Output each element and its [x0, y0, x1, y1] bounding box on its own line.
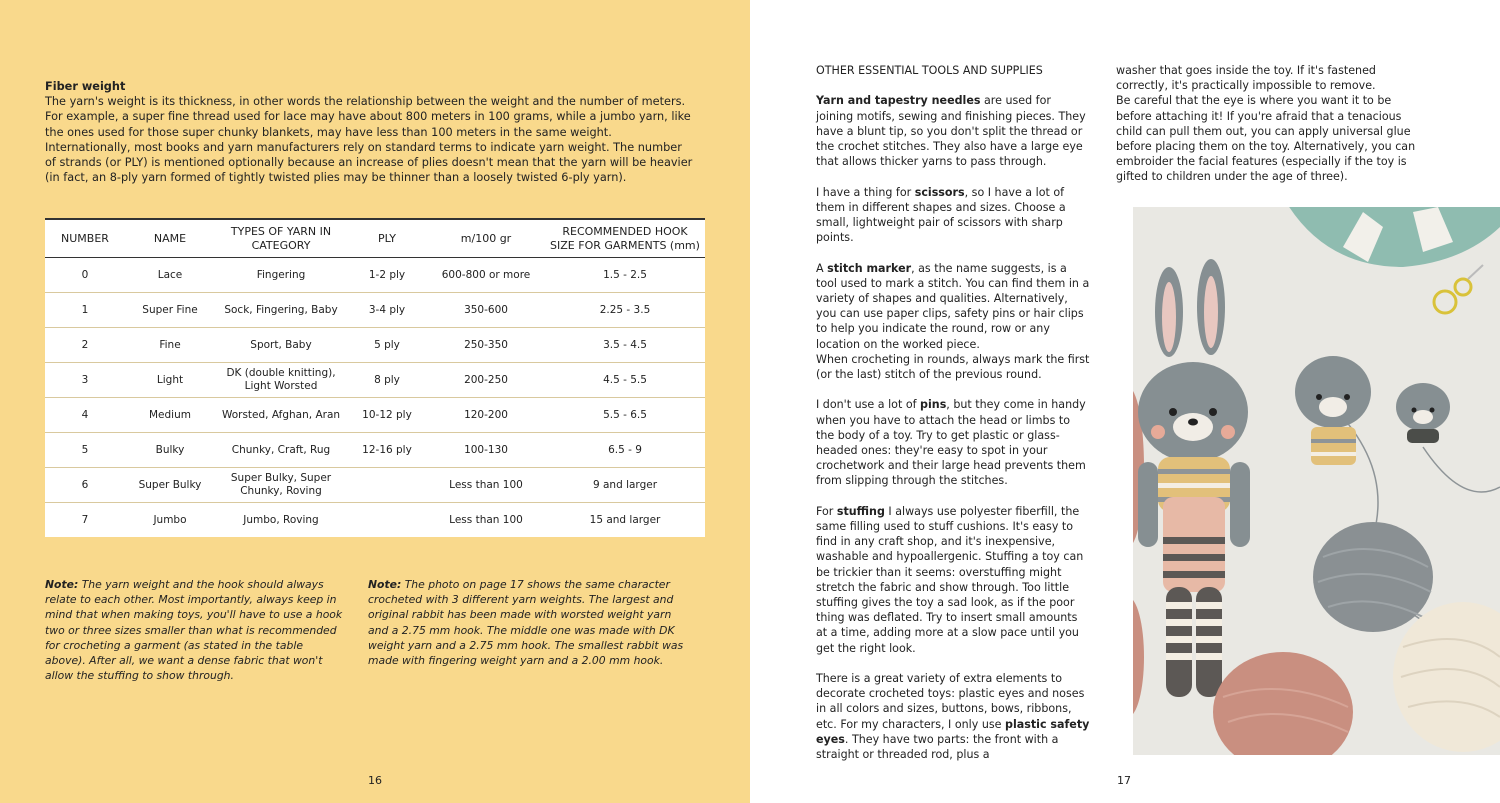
- cell-name: Bulky: [125, 433, 215, 468]
- cell-ply: 10-12 ply: [347, 398, 427, 433]
- cell-name: Lace: [125, 258, 215, 293]
- cell-ply: 12-16 ply: [347, 433, 427, 468]
- header-meters: m/100 gr: [427, 219, 545, 258]
- cell-hook-size: 5.5 - 6.5: [545, 398, 705, 433]
- page-number: 17: [1117, 774, 1131, 787]
- bold-term: stuffing: [836, 504, 885, 518]
- cell-meters: 200-250: [427, 363, 545, 398]
- paragraph-washer: washer that goes inside the toy. If it's fastened correctly, it's practically impossible to remove.: [1116, 64, 1376, 93]
- cell-hook-size: 2.25 - 3.5: [545, 293, 705, 328]
- paragraph-marker: [816, 261, 1091, 383]
- paragraph-text: . They have two parts: the front with a straight or threaded rod, plus a: [816, 732, 1059, 762]
- page-number: 16: [368, 774, 382, 787]
- fiber-weight-body: The yarn's weight is its thickness, in other words the relationship between the weight and the number of meters. For example, a super fine thread used for lace may have about 800 meters in 100 grams, while a jumbo yarn, like the ones used for those super chunky blankets, may have less than 100 meters in the same weight. Internationally, most books and yarn manufacturers rely on standard terms to indicate yarn weight. The number of strands (or PLY) is mentioned optionally because an increase of plies doesn't mean that the yarn will be heavier (in fact, an 8-ply yarn formed of tightly twisted plies may be thinner than a loosely twisted 6-ply yarn).: [45, 95, 693, 185]
- cell-meters: 600-800 or more: [427, 258, 545, 293]
- note-label: Note:: [45, 578, 79, 591]
- yarn-weight-table: [45, 218, 705, 537]
- header-number: NUMBER: [45, 219, 125, 258]
- cell-name: Fine: [125, 328, 215, 363]
- paragraph-needles: [816, 93, 1091, 169]
- table-header-row: [45, 219, 705, 258]
- paragraph-text: , but they come in handy when you have to attach the head or limbs to the body of a toy. Try to get plastic or glass-headed ones: they're easy to spot in your crochetwork and their large head prevents them from slipping through the stitches.: [816, 398, 1086, 488]
- cell-meters: Less than 100: [449, 513, 523, 526]
- cell-number: 3: [45, 363, 125, 398]
- cell-types: Super Bulky, Super Chunky, Roving: [215, 468, 347, 503]
- cell-types: Fingering: [215, 258, 347, 293]
- cell-ply: 1-2 ply: [347, 258, 427, 293]
- cell-meters: 250-350: [427, 328, 545, 363]
- note-hook-size: [45, 577, 345, 683]
- table-row: [45, 363, 705, 398]
- tools-column-2: [1116, 63, 1416, 200]
- crochet-bunnies-photo: [1133, 207, 1500, 755]
- section-title: OTHER ESSENTIAL TOOLS AND SUPPLIES: [816, 64, 1043, 77]
- bold-term: pins: [920, 398, 947, 412]
- cell-meters: 350-600: [427, 293, 545, 328]
- table-body: [45, 258, 705, 538]
- cell-hook-size: 9 and larger: [545, 468, 705, 503]
- cell-hook-size: 15 and larger: [589, 513, 661, 526]
- cell-number: 2: [45, 328, 125, 363]
- table-row: [45, 398, 705, 433]
- cell-types: DK (double knitting), Light Worsted: [215, 363, 347, 398]
- cell-number: 5: [45, 433, 125, 468]
- cell-name: Super Fine: [125, 293, 215, 328]
- cell-ply: 3-4 ply: [347, 293, 427, 328]
- cell-number: 6: [45, 468, 125, 503]
- cell-number: 7: [81, 513, 89, 526]
- table-row: [45, 468, 705, 503]
- cell-ply: [347, 468, 427, 503]
- cell-types: Jumbo, Roving: [243, 513, 319, 526]
- note-text: The yarn weight and the hook should always relate to each other. Most importantly, always keep in mind that when making toys, you'll have to use a hook two or three sizes smaller than what is recommended for crocheting a garment (as stated in the table above). After all, we want a dense fabric that won't allow the stuffing to show through.: [45, 578, 343, 683]
- cell-hook-size: 1.5 - 2.5: [545, 258, 705, 293]
- fiber-weight-section: [45, 79, 695, 185]
- paragraph-careful: Be careful that the eye is where you want it to be before attaching it! If you're afraid that a tenacious child can pull them out, you can apply universal glue before placing them on the toy. Alternatively, you can embroider the facial features (especially if the toy is gifted to children under the age of three).: [1116, 94, 1416, 184]
- cell-meters: 100-130: [427, 433, 545, 468]
- paragraph-text: There is a great variety of extra elements to decorate crocheted toys: plastic eyes and noses in all colors and sizes, buttons, bows, ribbons, etc. For my characters, I only use: [816, 672, 1085, 731]
- bold-term: plastic safety eyes: [816, 717, 1090, 746]
- note-text: The photo on page 17 shows the same character crocheted with 3 different yarn weights. The largest and original rabbit has been made with worsted weight yarn and a 2.75 mm hook. The middle one was made with DK weight yarn and a 2.75 mm hook. The smallest rabbit was made with fingering weight yarn and a 2.00 mm hook.: [368, 578, 684, 668]
- table-row: [45, 258, 705, 293]
- cell-number: 4: [45, 398, 125, 433]
- header-ply: PLY: [347, 219, 427, 258]
- fiber-weight-heading: Fiber weight: [45, 80, 126, 93]
- table-row: [45, 503, 705, 538]
- table-row: [45, 433, 705, 468]
- paragraph-eyes: [816, 671, 1091, 762]
- cell-name: Medium: [125, 398, 215, 433]
- tools-column-1: [816, 63, 1091, 777]
- photo-illustration: [1133, 207, 1500, 755]
- header-types: TYPES OF YARN IN CATEGORY: [215, 219, 347, 258]
- cell-meters: 120-200: [427, 398, 545, 433]
- cell-types: Worsted, Afghan, Aran: [215, 398, 347, 433]
- cell-hook-size: 3.5 - 4.5: [545, 328, 705, 363]
- note-photo: [368, 577, 686, 668]
- bold-term: Yarn and tapestry needles: [816, 94, 981, 108]
- cell-ply: [347, 503, 427, 538]
- paragraph-pins: [816, 397, 1091, 488]
- cell-name: Light: [125, 363, 215, 398]
- paragraph-text: , as the name suggests, is a tool used to mark a stitch. You can find them in a variety of shapes and qualities. Alternatively, you can use paper clips, safety pins or hair clips to help you indicate the round, row or any location on the worked piece.: [816, 261, 1090, 351]
- cell-types: Sport, Baby: [215, 328, 347, 363]
- table-row: [45, 328, 705, 363]
- cell-name: Super Bulky: [125, 468, 215, 503]
- paragraph-scissors: [816, 185, 1091, 246]
- bold-term: scissors: [914, 185, 965, 199]
- header-hook-size: RECOMMENDED HOOK SIZE FOR GARMENTS (mm): [545, 219, 705, 258]
- cell-number: 1: [45, 293, 125, 328]
- paragraph-text: , so I have a lot of them in different shapes and sizes. Choose a small, lightweight pair of scissors with sharp points.: [816, 185, 1066, 245]
- cell-number: 0: [45, 258, 125, 293]
- paragraph-text: When crocheting in rounds, always mark the first (or the last) stitch of the previous round.: [816, 352, 1090, 382]
- cell-hook-size: 6.5 - 9: [545, 433, 705, 468]
- paragraph-text: are used for joining motifs, sewing and finishing pieces. They have a blunt tip, so you don't split the thread or the crochet stitches. They also have a large eye that allows thicker yarns to pass through.: [816, 94, 1086, 169]
- paragraph-text: A: [816, 261, 828, 275]
- cell-ply: 8 ply: [347, 363, 427, 398]
- header-name: NAME: [125, 219, 215, 258]
- paragraph-stuffing: [816, 504, 1091, 656]
- cell-meters: Less than 100: [427, 468, 545, 503]
- paragraph-text: For: [816, 504, 837, 518]
- cell-hook-size: 4.5 - 5.5: [545, 363, 705, 398]
- cell-name: Jumbo: [153, 513, 187, 526]
- cell-types: Chunky, Craft, Rug: [215, 433, 347, 468]
- bold-term: stitch marker: [827, 261, 912, 275]
- paragraph-text: I always use polyester fiberfill, the same filling used to stuff cushions. It's easy to find in any craft shop, and it's inexpensive, washable and hypoallergenic. Stuffing a toy can be trickier than it seems: overstuffing might stretch the fabric and show through. Too little stuffing gives the toy a sad look, as if the poor thing was deflated. Try to insert small amounts at a time, adding more at a slow pace until you get the right look.: [816, 504, 1084, 655]
- cell-ply: 5 ply: [347, 328, 427, 363]
- paragraph-text: I have a thing for: [816, 185, 915, 199]
- table-row: [45, 293, 705, 328]
- paragraph-text: I don't use a lot of: [816, 398, 921, 412]
- cell-types: Sock, Fingering, Baby: [215, 293, 347, 328]
- note-label: Note:: [368, 578, 402, 591]
